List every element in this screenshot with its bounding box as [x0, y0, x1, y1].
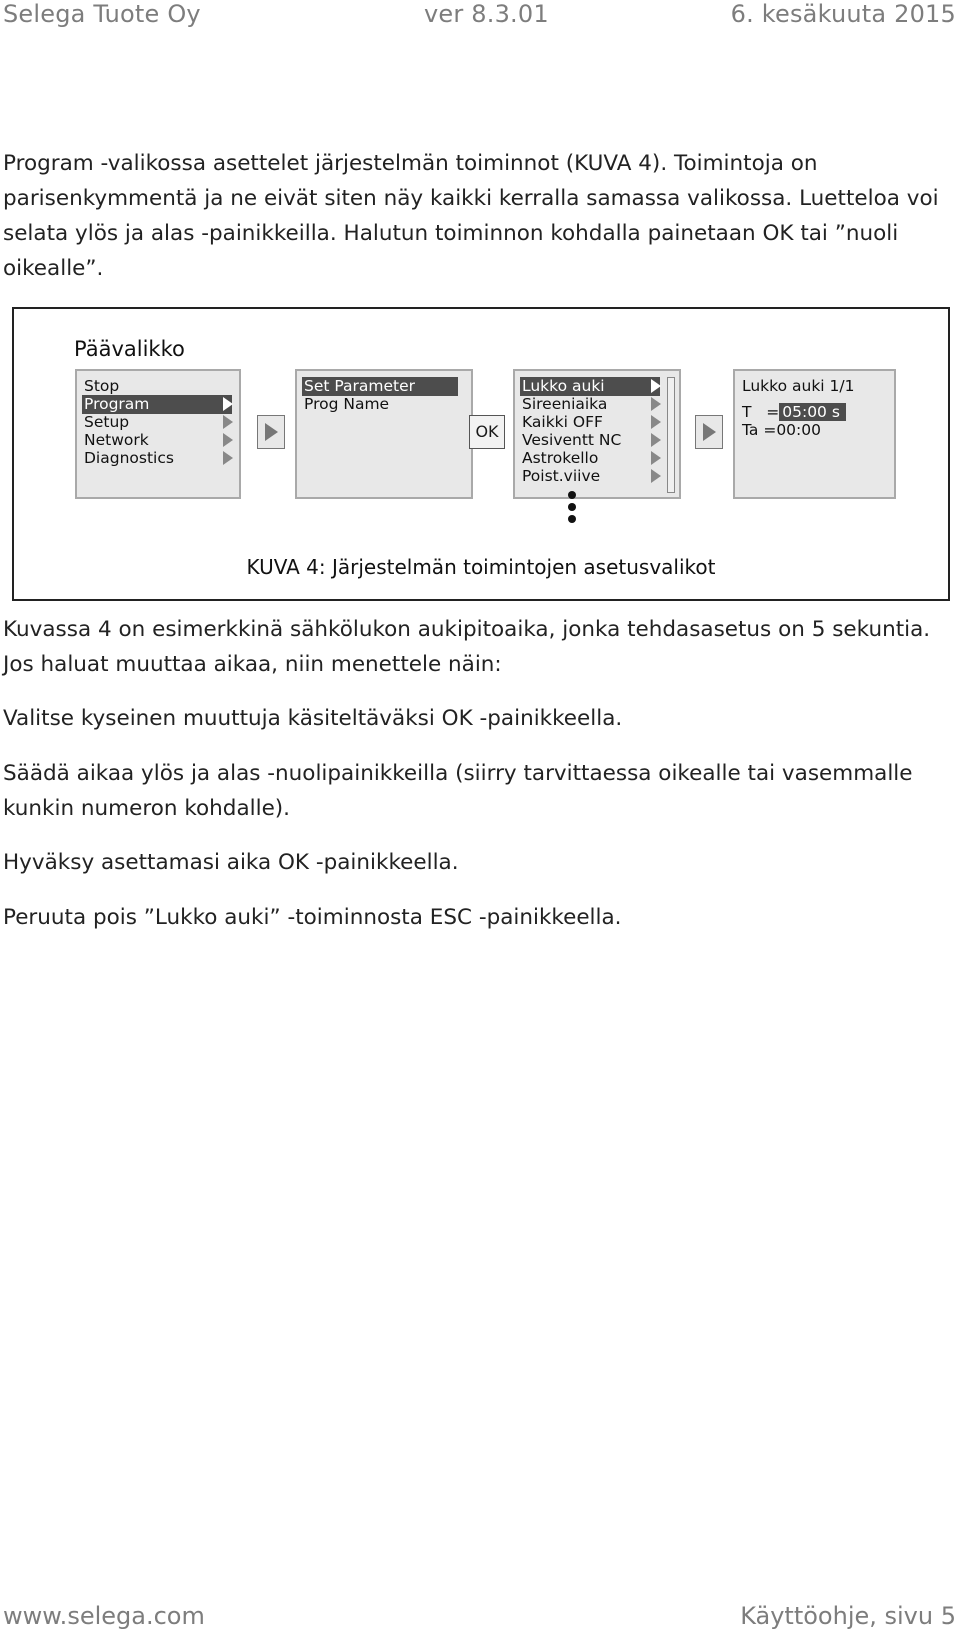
footer-page-number: Käyttöohje, sivu 5	[740, 1602, 956, 1630]
detail-title: Lukko auki 1/1	[742, 377, 855, 395]
param-menu-item-lukko-auki[interactable]: Lukko auki	[520, 377, 660, 396]
param-menu-item-sireeniaika[interactable]: Sireeniaika	[522, 395, 608, 413]
detail-ta-row: Ta =00:00	[742, 421, 821, 439]
arrow-right-icon	[223, 451, 233, 465]
arrow-right-icon	[265, 423, 278, 441]
arrow-right-icon	[651, 469, 661, 483]
body-paragraph: Valitse kyseinen muuttuja käsiteltäväksi OK -painikkeella.	[3, 706, 623, 731]
header-date: 6. kesäkuuta 2015	[730, 0, 956, 28]
main-menu-item-setup[interactable]: Setup	[84, 413, 130, 431]
program-menu-item-set-parameter[interactable]: Set Parameter	[302, 377, 458, 396]
param-menu-item-vesiventt-nc[interactable]: Vesiventt NC	[522, 431, 622, 449]
program-menu-item-prog-name[interactable]: Prog Name	[304, 395, 390, 413]
intro-paragraph: Program -valikossa asettelet järjestelmän toiminnot (KUVA 4). Toimintoja on parisenkymmentä ja ne eivät siten näy kaikki kerralla samassa valikossa. Luetteloa voi selata ylös ja alas -painikkeilla. Halutun toiminnon kohdalla painetaan OK tai ”nuoli oikealle”.	[3, 151, 939, 281]
detail-t-row: T = 05:00 s	[740, 403, 846, 422]
body-paragraph: Peruuta pois ”Lukko auki” -toiminnosta ESC -painikkeella.	[3, 905, 622, 930]
main-menu-panel	[75, 369, 241, 499]
arrow-right-icon	[223, 415, 233, 429]
footer-website-link[interactable]: www.selega.com	[3, 1602, 205, 1630]
param-menu-item-poist-viive[interactable]: Poist.viive	[522, 467, 601, 485]
arrow-right-button[interactable]	[695, 415, 723, 449]
header-version: ver 8.3.01	[424, 0, 549, 28]
header-company: Selega Tuote Oy	[3, 0, 201, 28]
arrow-right-button[interactable]	[257, 415, 285, 449]
detail-t-label: T	[742, 403, 752, 421]
param-menu-scrollbar[interactable]	[667, 377, 675, 493]
arrow-right-icon	[703, 423, 716, 441]
body-paragraph: Kuvassa 4 on esimerkkinä sähkölukon aukipitoaika, jonka tehdasasetus on 5 sekuntia. Jos haluat muuttaa aikaa, niin menettele näin:	[3, 617, 931, 677]
main-menu-item-stop[interactable]: Stop	[84, 377, 120, 395]
main-menu-item-diagnostics[interactable]: Diagnostics	[84, 449, 174, 467]
arrow-right-icon	[651, 415, 661, 429]
ok-button[interactable]: OK	[469, 415, 505, 449]
figure-title: Päävalikko	[74, 337, 185, 361]
arrow-right-icon	[223, 433, 233, 447]
arrow-right-icon	[651, 451, 661, 465]
parameter-menu-panel	[513, 369, 681, 499]
program-menu-panel	[295, 369, 473, 499]
param-menu-item-astrokello[interactable]: Astrokello	[522, 449, 599, 467]
arrow-right-icon	[651, 379, 661, 393]
main-menu-item-network[interactable]: Network	[84, 431, 149, 449]
arrow-right-icon	[223, 397, 233, 411]
body-paragraph: Hyväksy asettamasi aika OK -painikkeella.	[3, 850, 459, 875]
param-menu-item-kaikki-off[interactable]: Kaikki OFF	[522, 413, 603, 431]
figure-kuva-4	[12, 307, 950, 601]
arrow-right-icon	[651, 397, 661, 411]
arrow-right-icon	[651, 433, 661, 447]
figure-caption: KUVA 4: Järjestelmän toimintojen asetusvalikot	[246, 555, 716, 579]
body-paragraph: Säädä aikaa ylös ja alas -nuolipainikkeilla (siirry tarvittaessa oikealle tai vasemmalle kunkin numeron kohdalle).	[3, 761, 913, 821]
detail-t-value[interactable]: 05:00 s	[779, 403, 846, 421]
detail-panel	[733, 369, 896, 499]
main-menu-item-program[interactable]: Program	[82, 395, 232, 414]
